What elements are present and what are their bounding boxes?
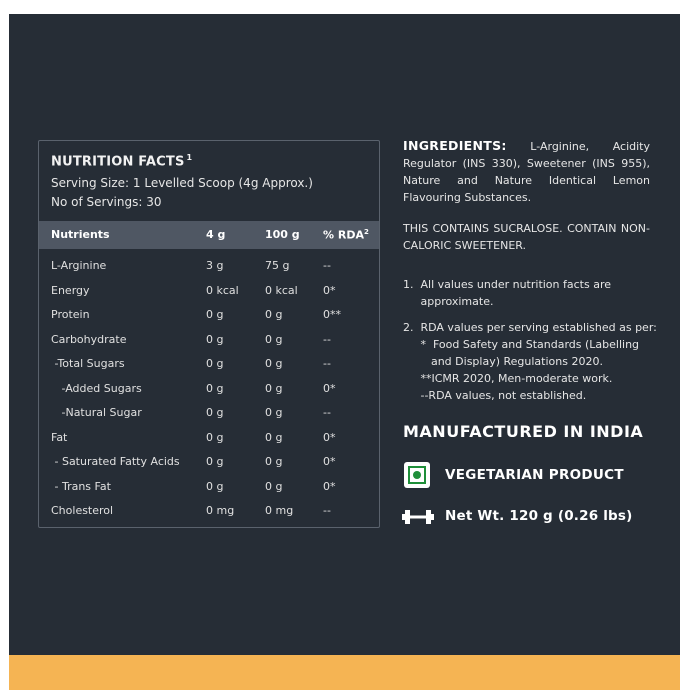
nutrient-name: Carbohydrate xyxy=(51,332,127,346)
nutrient-name: -Total Sugars xyxy=(51,357,125,370)
note-2-line-4: **ICMR 2020, Men-moderate work. xyxy=(403,372,613,385)
nutrient-name: Fat xyxy=(51,430,68,444)
per-100g-value: 0 g xyxy=(265,479,283,493)
per-100g-value: 0 g xyxy=(265,357,283,370)
table-row xyxy=(39,382,379,402)
rda-value: 0** xyxy=(323,308,341,321)
table-row xyxy=(39,504,379,524)
note-2-line-3: and Display) Regulations 2020. xyxy=(403,355,603,368)
per-serving-value: 0 g xyxy=(206,406,224,419)
per-100g-value: 0 g xyxy=(265,455,283,468)
net-weight: Net Wt. 120 g (0.26 lbs) xyxy=(445,508,633,524)
table-row xyxy=(39,333,379,353)
per-serving-value: 0 g xyxy=(206,479,224,493)
per-serving-value: 3 g xyxy=(206,259,224,272)
vegetarian-label: VEGETARIAN PRODUCT xyxy=(445,467,624,483)
rda-value: -- xyxy=(323,332,331,346)
rda-value: 0* xyxy=(323,479,336,493)
table-row xyxy=(39,455,379,475)
nutrient-name: Energy xyxy=(51,283,90,297)
serving-size: Serving Size: 1 Levelled Scoop (4g Approx.) xyxy=(51,176,313,190)
table-row xyxy=(39,259,379,279)
manufactured-in-india: MANUFACTURED IN INDIA xyxy=(403,422,644,441)
per-serving-value: 0 g xyxy=(206,455,224,468)
footnotes xyxy=(403,276,657,404)
note-2-line-5: --RDA values, not established. xyxy=(403,389,587,402)
header-per-serving: 4 g xyxy=(206,228,226,241)
per-serving-value: 0 kcal xyxy=(206,283,239,297)
nutrition-facts-title: NUTRITION FACTS $^1$ xyxy=(51,153,193,170)
header-rda: % RDA$^2$ xyxy=(323,228,369,242)
rda-value: -- xyxy=(323,504,331,517)
per-100g-value: 0 kcal xyxy=(265,283,298,297)
nutrient-name: Protein xyxy=(51,308,90,321)
dumbbell-icon xyxy=(402,508,434,526)
table-row xyxy=(39,357,379,377)
nutrient-name: - Saturated Fatty Acids xyxy=(51,455,180,468)
ingredients-block xyxy=(403,137,650,206)
per-100g-value: 0 g xyxy=(265,332,283,346)
nutrient-name: -Natural Sugar xyxy=(51,406,142,419)
per-serving-value: 0 g xyxy=(206,430,224,444)
note-2-line-2: * Food Safety and Standards (Labelling xyxy=(403,338,640,351)
table-row xyxy=(39,406,379,426)
nutrient-name: Cholesterol xyxy=(51,504,114,517)
table-row xyxy=(39,284,379,304)
per-100g-value: 0 g xyxy=(265,430,283,444)
note-1-line-1: 1. All values under nutrition facts are xyxy=(403,278,612,291)
header-nutrients: Nutrients xyxy=(51,228,110,241)
per-serving-value: 0 g xyxy=(206,357,224,370)
per-serving-value: 0 g xyxy=(206,381,224,395)
per-100g-value: 0 g xyxy=(265,308,283,321)
nutrient-name: -Added Sugars xyxy=(51,381,142,395)
per-100g-value: 75 g xyxy=(265,259,290,272)
rda-value: 0* xyxy=(323,455,336,468)
per-100g-value: 0 mg xyxy=(265,504,294,517)
note-1-line-2: approximate. xyxy=(403,295,494,308)
rda-value: -- xyxy=(323,406,331,419)
veg-symbol-icon xyxy=(404,462,430,488)
table-row xyxy=(39,431,379,451)
servings-count: No of Servings: 30 xyxy=(51,195,162,209)
ingredients-label: INGREDIENTS: xyxy=(403,138,507,153)
rda-value: -- xyxy=(323,259,331,272)
per-serving-value: 0 mg xyxy=(206,504,235,517)
header-per-100g: 100 g xyxy=(265,228,300,241)
table-row xyxy=(39,308,379,328)
sucralose-note: THIS CONTAINS SUCRALOSE. CONTAIN NON-CALORIC SWEETENER. xyxy=(403,222,650,252)
table-row xyxy=(39,480,379,500)
per-serving-value: 0 g xyxy=(206,308,224,321)
per-serving-value: 0 g xyxy=(206,332,224,346)
nutrition-table-header xyxy=(39,221,379,249)
note-2-line-1: 2. RDA values per serving established as per: xyxy=(403,321,657,334)
per-100g-value: 0 g xyxy=(265,381,283,395)
rda-value: 0* xyxy=(323,430,336,444)
rda-value: 0* xyxy=(323,381,336,395)
accent-band xyxy=(9,655,680,690)
per-100g-value: 0 g xyxy=(265,406,283,419)
rda-value: -- xyxy=(323,357,331,370)
rda-value: 0* xyxy=(323,283,336,297)
ingredients-text: L-Arginine, Acidity Regulator (INS 330), Sweetener (INS 955), Nature and Nature Identical Lemon Flavouring Substances. xyxy=(403,140,650,204)
nutrient-name: L-Arginine xyxy=(51,259,107,272)
nutrient-name: - Trans Fat xyxy=(51,479,111,493)
nutrition-facts-box xyxy=(38,140,380,528)
